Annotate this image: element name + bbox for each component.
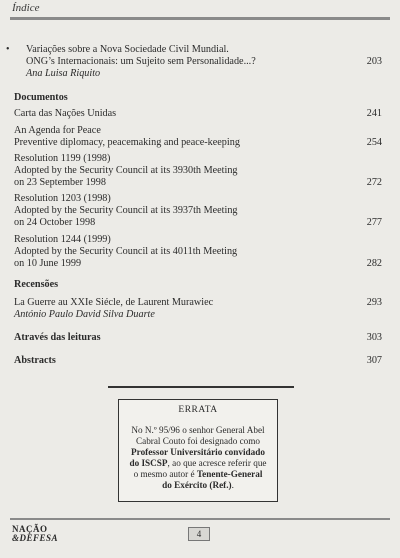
page-number: 307 [366, 355, 382, 366]
errata-bold: Tenente-General [196, 469, 263, 479]
toc-entry-agenda[interactable] [14, 125, 382, 149]
section-heading-documentos: Documentos [14, 92, 68, 103]
errata-bold: do Exército (Ref.) [162, 480, 232, 490]
entry-title-line: Resolution 1203 (1998) [14, 193, 111, 204]
entry-title-line: La Guerre au XXIe Siécle, de Laurent Murawiec [14, 297, 214, 308]
errata-bold: Professor Universitário convidado [131, 447, 265, 457]
entry-title-line: Resolution 1199 (1998) [14, 153, 111, 164]
toc-entry-resolution-1244[interactable] [14, 234, 382, 270]
entry-title-line: Adopted by the Security Council at its 3930th Meeting [14, 165, 238, 176]
page-number-box: 4 [188, 527, 210, 541]
page-number: 241 [366, 108, 382, 119]
entry-title-line: Preventive diplomacy, peacemaking and peace-keeping [14, 137, 240, 148]
logo-line: NAÇÃO [12, 524, 48, 534]
entry-author: Ana Luisa Riquito [26, 68, 101, 79]
entry-title-line: Carta das Nações Unidas [14, 108, 117, 119]
errata-bold: do ISCSP [129, 458, 168, 468]
entry-title-line: ONG’s Internacionais: um Sujeito sem Personalidade...? [26, 56, 256, 67]
errata-box [118, 399, 278, 502]
page-number: 254 [366, 137, 382, 148]
toc-entry-resolution-1203[interactable] [14, 193, 382, 229]
bottom-divider [10, 518, 390, 520]
errata-text [123, 425, 273, 491]
entry-title-line: An Agenda for Peace [14, 125, 101, 136]
page-number: 293 [366, 297, 382, 308]
page-number: 203 [366, 56, 382, 67]
publication-logo [12, 525, 58, 543]
entry-title-line: on 24 October 1998 [14, 217, 96, 228]
toc-entry-carta[interactable] [14, 108, 382, 120]
entry-title-line: Variações sobre a Nova Sociedade Civil Mundial. [26, 44, 229, 55]
page-number: 303 [366, 332, 382, 343]
errata-line: o mesmo autor é [133, 469, 197, 479]
page-number: 282 [366, 258, 382, 269]
section-divider [108, 386, 294, 388]
errata-line: Cabral Couto foi designado como [135, 436, 260, 446]
toc-entry-variacoes[interactable] [6, 44, 382, 80]
toc-entry-guerre[interactable] [14, 297, 382, 321]
entry-title-line: Adopted by the Security Council at its 3937th Meeting [14, 205, 238, 216]
toc-entry-abstracts[interactable] [14, 355, 382, 367]
section-label: Índice [12, 2, 40, 14]
entry-title-line: Adopted by the Security Council at its 4011th Meeting [14, 246, 238, 257]
toc-entry-atraves[interactable] [14, 332, 382, 344]
logo-line: &DEFESA [12, 533, 59, 543]
entry-author: António Paulo David Silva Duarte [14, 309, 155, 320]
errata-line: No N.º 95/96 o senhor General Abel [131, 425, 265, 435]
section-heading-recensoes: Recensões [14, 279, 59, 290]
entry-title-line: Através das leituras [14, 332, 101, 343]
entry-title-line: on 10 June 1999 [14, 258, 82, 269]
errata-line: . [231, 480, 234, 490]
errata-line: , ao que acresce referir que [167, 458, 267, 468]
entry-title-line: Abstracts [14, 355, 56, 366]
entry-title-line: on 23 September 1998 [14, 177, 106, 188]
bullet-icon: • [6, 44, 10, 55]
page-number: 272 [366, 177, 382, 188]
page-number: 277 [366, 217, 382, 228]
toc-entry-resolution-1199[interactable] [14, 153, 382, 189]
top-divider [10, 17, 390, 20]
entry-title-line: Resolution 1244 (1999) [14, 234, 111, 245]
errata-title: ERRATA [178, 405, 218, 415]
